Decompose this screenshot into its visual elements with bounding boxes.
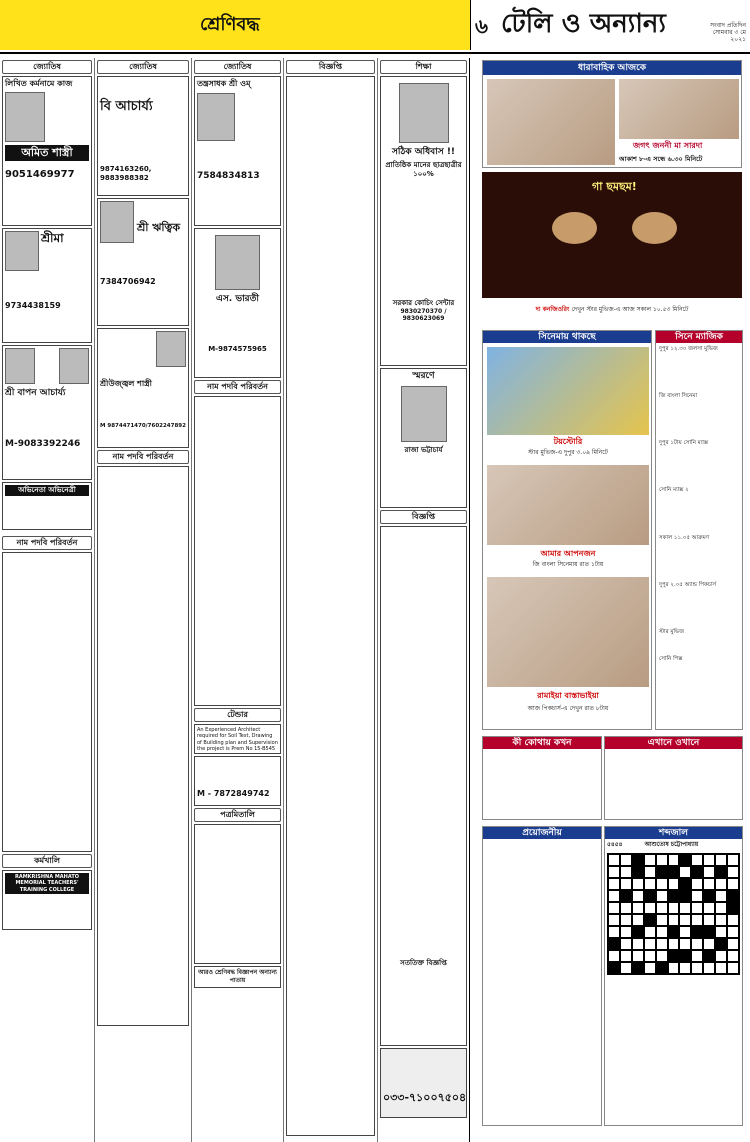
crossword-cell: [679, 926, 691, 938]
crossword-cell: [727, 914, 739, 926]
crossword-cell: [691, 950, 703, 962]
ad-ujjal-shastri: শ্রীউজ্জ্বল শাস্ত্রী M 9874471470/7602247892: [97, 328, 189, 448]
crossword-cell: [656, 950, 668, 962]
section-heading: পত্রমিতালি: [194, 808, 281, 822]
prayojaniya-band: প্রয়োজনীয়: [483, 827, 601, 839]
astrologer-photo: [100, 201, 134, 243]
ad-affidavit: অভিনেতা অভিনেত্রী: [2, 482, 92, 530]
crossword-cell: [715, 926, 727, 938]
serial-poster-1: [487, 79, 615, 165]
toystory-title: টয়স্টোরি: [553, 437, 583, 446]
crossword-cell: [668, 962, 680, 974]
ramaiya-time: আজ পিকচার্স-এ দেখুন রাত ৮টায়: [527, 705, 609, 712]
astrologer-photo: [5, 348, 35, 384]
crossword-cell: [715, 902, 727, 914]
ki-kothay-band: কী কোথায় কখন: [483, 737, 601, 749]
tele-header: [470, 0, 750, 50]
crossword-cell: [620, 878, 632, 890]
name-change-notices-2: [97, 466, 189, 1026]
section-heading: টেন্ডার: [194, 708, 281, 722]
crossword-cell: [608, 878, 620, 890]
crossword-cell: [608, 914, 620, 926]
aamar-title: আমার আপনজন: [540, 549, 596, 558]
section-heading: বিজ্ঞপ্তি: [380, 510, 467, 524]
doll-eye-right: [632, 212, 677, 244]
toystory-poster: [487, 347, 649, 435]
astrologer-photo: [59, 348, 89, 384]
crossword-cell: [679, 854, 691, 866]
legal-notices-2: সততিক্ত বিজ্ঞপ্তি: [380, 526, 467, 1046]
crossword-cell: [703, 902, 715, 914]
crossword-cell: [620, 938, 632, 950]
ad-tantra-om: তন্ত্রসাধক শ্রী ওম্ 7584834813: [194, 76, 281, 226]
crossword-cell: [608, 938, 620, 950]
crossword-cell: [608, 890, 620, 902]
column-jyotish-2: [95, 58, 192, 1142]
crossword-cell: [703, 914, 715, 926]
ad-sarkar-coaching: সঠিক অধিবাস !! প্রাতিষ্ঠিক মানের ছাত্রছাত্রীর ১০০% সরকার কোচিং সেন্টার 9830270370 / 9830623069: [380, 76, 467, 366]
ki-kothay-panel: [482, 736, 602, 820]
crossword-cell: [691, 902, 703, 914]
crossword-cell: [620, 866, 632, 878]
serial-title: জগৎ জননী মা সারদা: [633, 141, 703, 150]
cinema-panel: [482, 330, 652, 730]
astrologer-photo: [156, 331, 186, 367]
cine-magic-list: দুপুর ১২.৩০ জলসা মুভিজ জি বাংলা সিনেমা দুপুর ১টায় সোনি ম্যাক্স সোনি ম্যাক্স ২ সকাল ১১.০৫ আক্রমণ দুপুর ২.০৫ অ্যান্ড পিকচার্স স্টার মুভিজ সোনি পিক্স: [659, 346, 718, 662]
crossword-cell: [679, 962, 691, 974]
crossword-cell: [679, 950, 691, 962]
name-change-notices-3: [194, 396, 281, 706]
crossword-cell: [691, 854, 703, 866]
ad-s-bharati: এস. ভারতী M-9874575965: [194, 228, 281, 378]
more-ads-note: আরও শ্রেণিবদ্ধ বিজ্ঞাপন অন্যান্য পাতায়: [194, 966, 281, 988]
crossword-cell: [679, 914, 691, 926]
section-heading: নাম পদবি পরিবর্তন: [194, 380, 281, 394]
ekhane-panel: [604, 736, 743, 820]
section-heading: নাম পদবি পরিবর্তন: [97, 450, 189, 464]
serial-band: ধারাবাহিক আজকে: [483, 61, 741, 75]
legal-notices: [286, 76, 375, 1136]
name-change-notices: [2, 552, 92, 852]
ad-architect-contact: M - 7872849742: [194, 756, 281, 806]
crossword-cell: [715, 866, 727, 878]
crossword-cell: [679, 938, 691, 950]
crossword-cell: [679, 890, 691, 902]
crossword-cell: [632, 854, 644, 866]
crossword-cell: [668, 926, 680, 938]
crossword-cell: [691, 866, 703, 878]
ramaiya-poster: [487, 577, 649, 687]
aamar-poster: [487, 465, 649, 545]
cine-magic-panel: [655, 330, 743, 730]
crossword-cell: [644, 854, 656, 866]
column-jyotish-3: [192, 58, 284, 1142]
toystory-time: স্টার মুভিজ-এ দুপুর ৩.০৯ মিনিটে: [528, 449, 608, 456]
crossword-cell: [608, 902, 620, 914]
astrologer-photo: [5, 92, 45, 142]
crossword-cell: [656, 902, 668, 914]
serial-panel: [482, 60, 742, 168]
crossword-cell: [656, 878, 668, 890]
section-heading: কর্মখালি: [2, 854, 92, 868]
ekhane-band: এখানে ওখানে: [605, 737, 742, 749]
section-heading: নাম পদবি পরিবর্তন: [2, 536, 92, 550]
crossword-cell: [608, 854, 620, 866]
crossword-cell: [691, 914, 703, 926]
crossword-cell: [620, 962, 632, 974]
crossword-cell: [644, 890, 656, 902]
crossword-cell: [715, 950, 727, 962]
serial-poster-2: [619, 79, 739, 139]
crossword-cell: [656, 926, 668, 938]
column-heading: শিক্ষা: [380, 60, 467, 74]
crossword-cell: [727, 890, 739, 902]
astrologer-photo: [5, 231, 39, 271]
page-number: ৬: [475, 14, 489, 38]
crossword-cell: [668, 902, 680, 914]
crossword-cell: [620, 914, 632, 926]
crossword-cell: [656, 962, 668, 974]
crossword-cell: [668, 914, 680, 926]
crossword-head: ৫৪৫৪ আশুতোষ চট্টোপাধ্যায়: [607, 841, 699, 848]
crossword-cell: [703, 854, 715, 866]
crossword-cell: [620, 854, 632, 866]
crossword-cell: [727, 902, 739, 914]
crossword-cell: [691, 890, 703, 902]
crossword-cell: [656, 866, 668, 878]
crossword-cell: [727, 962, 739, 974]
crossword-grid: [607, 853, 740, 975]
cine-magic-band: সিনে ম্যাজিক: [656, 331, 742, 343]
crossword-cell: [703, 950, 715, 962]
crossword-cell: [656, 938, 668, 950]
column-heading: জ্যোতিষ: [97, 60, 189, 74]
horror-caption: দ্য কনজিওরিং দেখুন স্টার মুভিজ-এ আজ সকাল ১০.৫৩ মিনিটে: [482, 298, 742, 322]
ad-bapan-acharya: শ্রী বাপন আচার্য্য M-9083392246: [2, 345, 92, 480]
column-heading: জ্যোতিষ: [2, 60, 92, 74]
crossword-cell: [644, 926, 656, 938]
crossword-cell: [715, 890, 727, 902]
crossword-cell: [668, 854, 680, 866]
ad-amit-shastri: লিখিত কর্মনামে কাজ অমিত শাস্ত্রী 9051469977: [2, 76, 92, 226]
doll-eye-left: [552, 212, 597, 244]
crossword-cell: [691, 962, 703, 974]
crossword-cell: [727, 950, 739, 962]
classifieds-header: [0, 0, 470, 50]
crossword-cell: [632, 890, 644, 902]
crossword-cell: [632, 878, 644, 890]
ad-shri-khrittik: শ্রী ঋত্বিক 7384706942: [97, 198, 189, 326]
crossword-cell: [632, 866, 644, 878]
section-title: টেলি ও অন্যান্য: [501, 9, 666, 39]
crossword-cell: [703, 962, 715, 974]
astrologer-photo: [215, 235, 260, 290]
crossword-cell: [727, 926, 739, 938]
ad-training-college: RAMKRISHNA MAHATO MEMORIAL TEACHERS' TRAINING COLLEGE: [2, 870, 92, 930]
aamar-time: জি বাংলা সিনেমায় রাত ১টায়: [532, 561, 604, 568]
crossword-cell: [691, 878, 703, 890]
cinema-band: সিনেমায় থাকছে: [483, 331, 651, 343]
date-block: সংবাদ প্রতিদিন সোমবার ৩ মে ২০২১: [710, 22, 746, 44]
crossword-cell: [703, 866, 715, 878]
crossword-cell: [632, 962, 644, 974]
crossword-cell: [691, 938, 703, 950]
crossword-cell: [632, 938, 644, 950]
crossword-cell: [620, 902, 632, 914]
crossword-cell: [727, 866, 739, 878]
crossword-cell: [644, 866, 656, 878]
crossword-cell: [668, 950, 680, 962]
crossword-cell: [715, 854, 727, 866]
column-bigyapti: [284, 58, 378, 1142]
crossword-cell: [632, 950, 644, 962]
crossword-cell: [668, 938, 680, 950]
crossword-cell: [608, 950, 620, 962]
serial-time: আকাশ ৮-এ সন্ধে ৬.৩০ মিনিটে: [619, 155, 703, 163]
ad-architect: An Experienced Architect required for Soil Test, Drawing of Building plan and Supervision the project is Prem No 15-B545: [194, 724, 281, 754]
crossword-cell: [715, 938, 727, 950]
ad-b-acharya: বি আচার্য্য 9874163260, 9883988382: [97, 76, 189, 196]
crossword-cell: [703, 938, 715, 950]
crossword-cell: [644, 902, 656, 914]
patramitali-notices: [194, 824, 281, 964]
header-rule-right: [470, 52, 750, 54]
crossword-cell: [644, 962, 656, 974]
column-jyotish-1: [0, 58, 95, 1142]
crossword-cell: [608, 866, 620, 878]
column-heading: বিজ্ঞপ্তি: [286, 60, 375, 74]
crossword-cell: [644, 914, 656, 926]
crossword-band: শব্দজাল: [605, 827, 742, 839]
crossword-cell: [715, 914, 727, 926]
crossword-cell: [608, 926, 620, 938]
crossword-cell: [691, 926, 703, 938]
ramaiya-title: রামাইয়া বাস্তাভাইয়া: [537, 691, 599, 700]
ad-booking-contact: ০৩৩-৭১০০৭৫০৪: [380, 1048, 467, 1118]
crossword-cell: [703, 926, 715, 938]
crossword-cell: [668, 878, 680, 890]
crossword-cell: [679, 866, 691, 878]
crossword-cell: [644, 878, 656, 890]
header-rule: [0, 52, 470, 54]
crossword-cell: [715, 878, 727, 890]
crossword-cell: [668, 890, 680, 902]
crossword-cell: [679, 878, 691, 890]
crossword-cell: [620, 890, 632, 902]
crossword-cell: [727, 854, 739, 866]
ad-smarane: স্মরণে রাজা ভট্টাচার্য: [380, 368, 467, 508]
crossword-cell: [620, 926, 632, 938]
ad-shrimaa: শ্রীমা 9734438159: [2, 228, 92, 343]
column-heading: জ্যোতিষ: [194, 60, 281, 74]
teacher-photo: [399, 83, 449, 143]
crossword-cell: [656, 890, 668, 902]
horror-title: গা ছমছম!: [592, 180, 637, 193]
crossword-cell: [727, 938, 739, 950]
prayojaniya-panel: [482, 826, 602, 1126]
crossword-cell: [656, 914, 668, 926]
memorial-photo: [401, 386, 447, 442]
crossword-cell: [668, 866, 680, 878]
column-shiksha: [378, 58, 470, 1142]
crossword-cell: [703, 890, 715, 902]
classifieds-title: শ্রেণিবদ্ধ: [200, 14, 260, 35]
crossword-cell: [608, 962, 620, 974]
crossword-cell: [620, 950, 632, 962]
crossword-cell: [703, 878, 715, 890]
crossword-cell: [644, 950, 656, 962]
crossword-panel: [604, 826, 743, 1126]
crossword-cell: [727, 878, 739, 890]
crossword-cell: [632, 902, 644, 914]
crossword-cell: [632, 914, 644, 926]
crossword-cell: [679, 902, 691, 914]
crossword-cell: [715, 962, 727, 974]
crossword-cell: [656, 854, 668, 866]
astrologer-photo: [197, 93, 235, 141]
crossword-cell: [632, 926, 644, 938]
crossword-cell: [644, 938, 656, 950]
horror-panel: [482, 172, 742, 322]
